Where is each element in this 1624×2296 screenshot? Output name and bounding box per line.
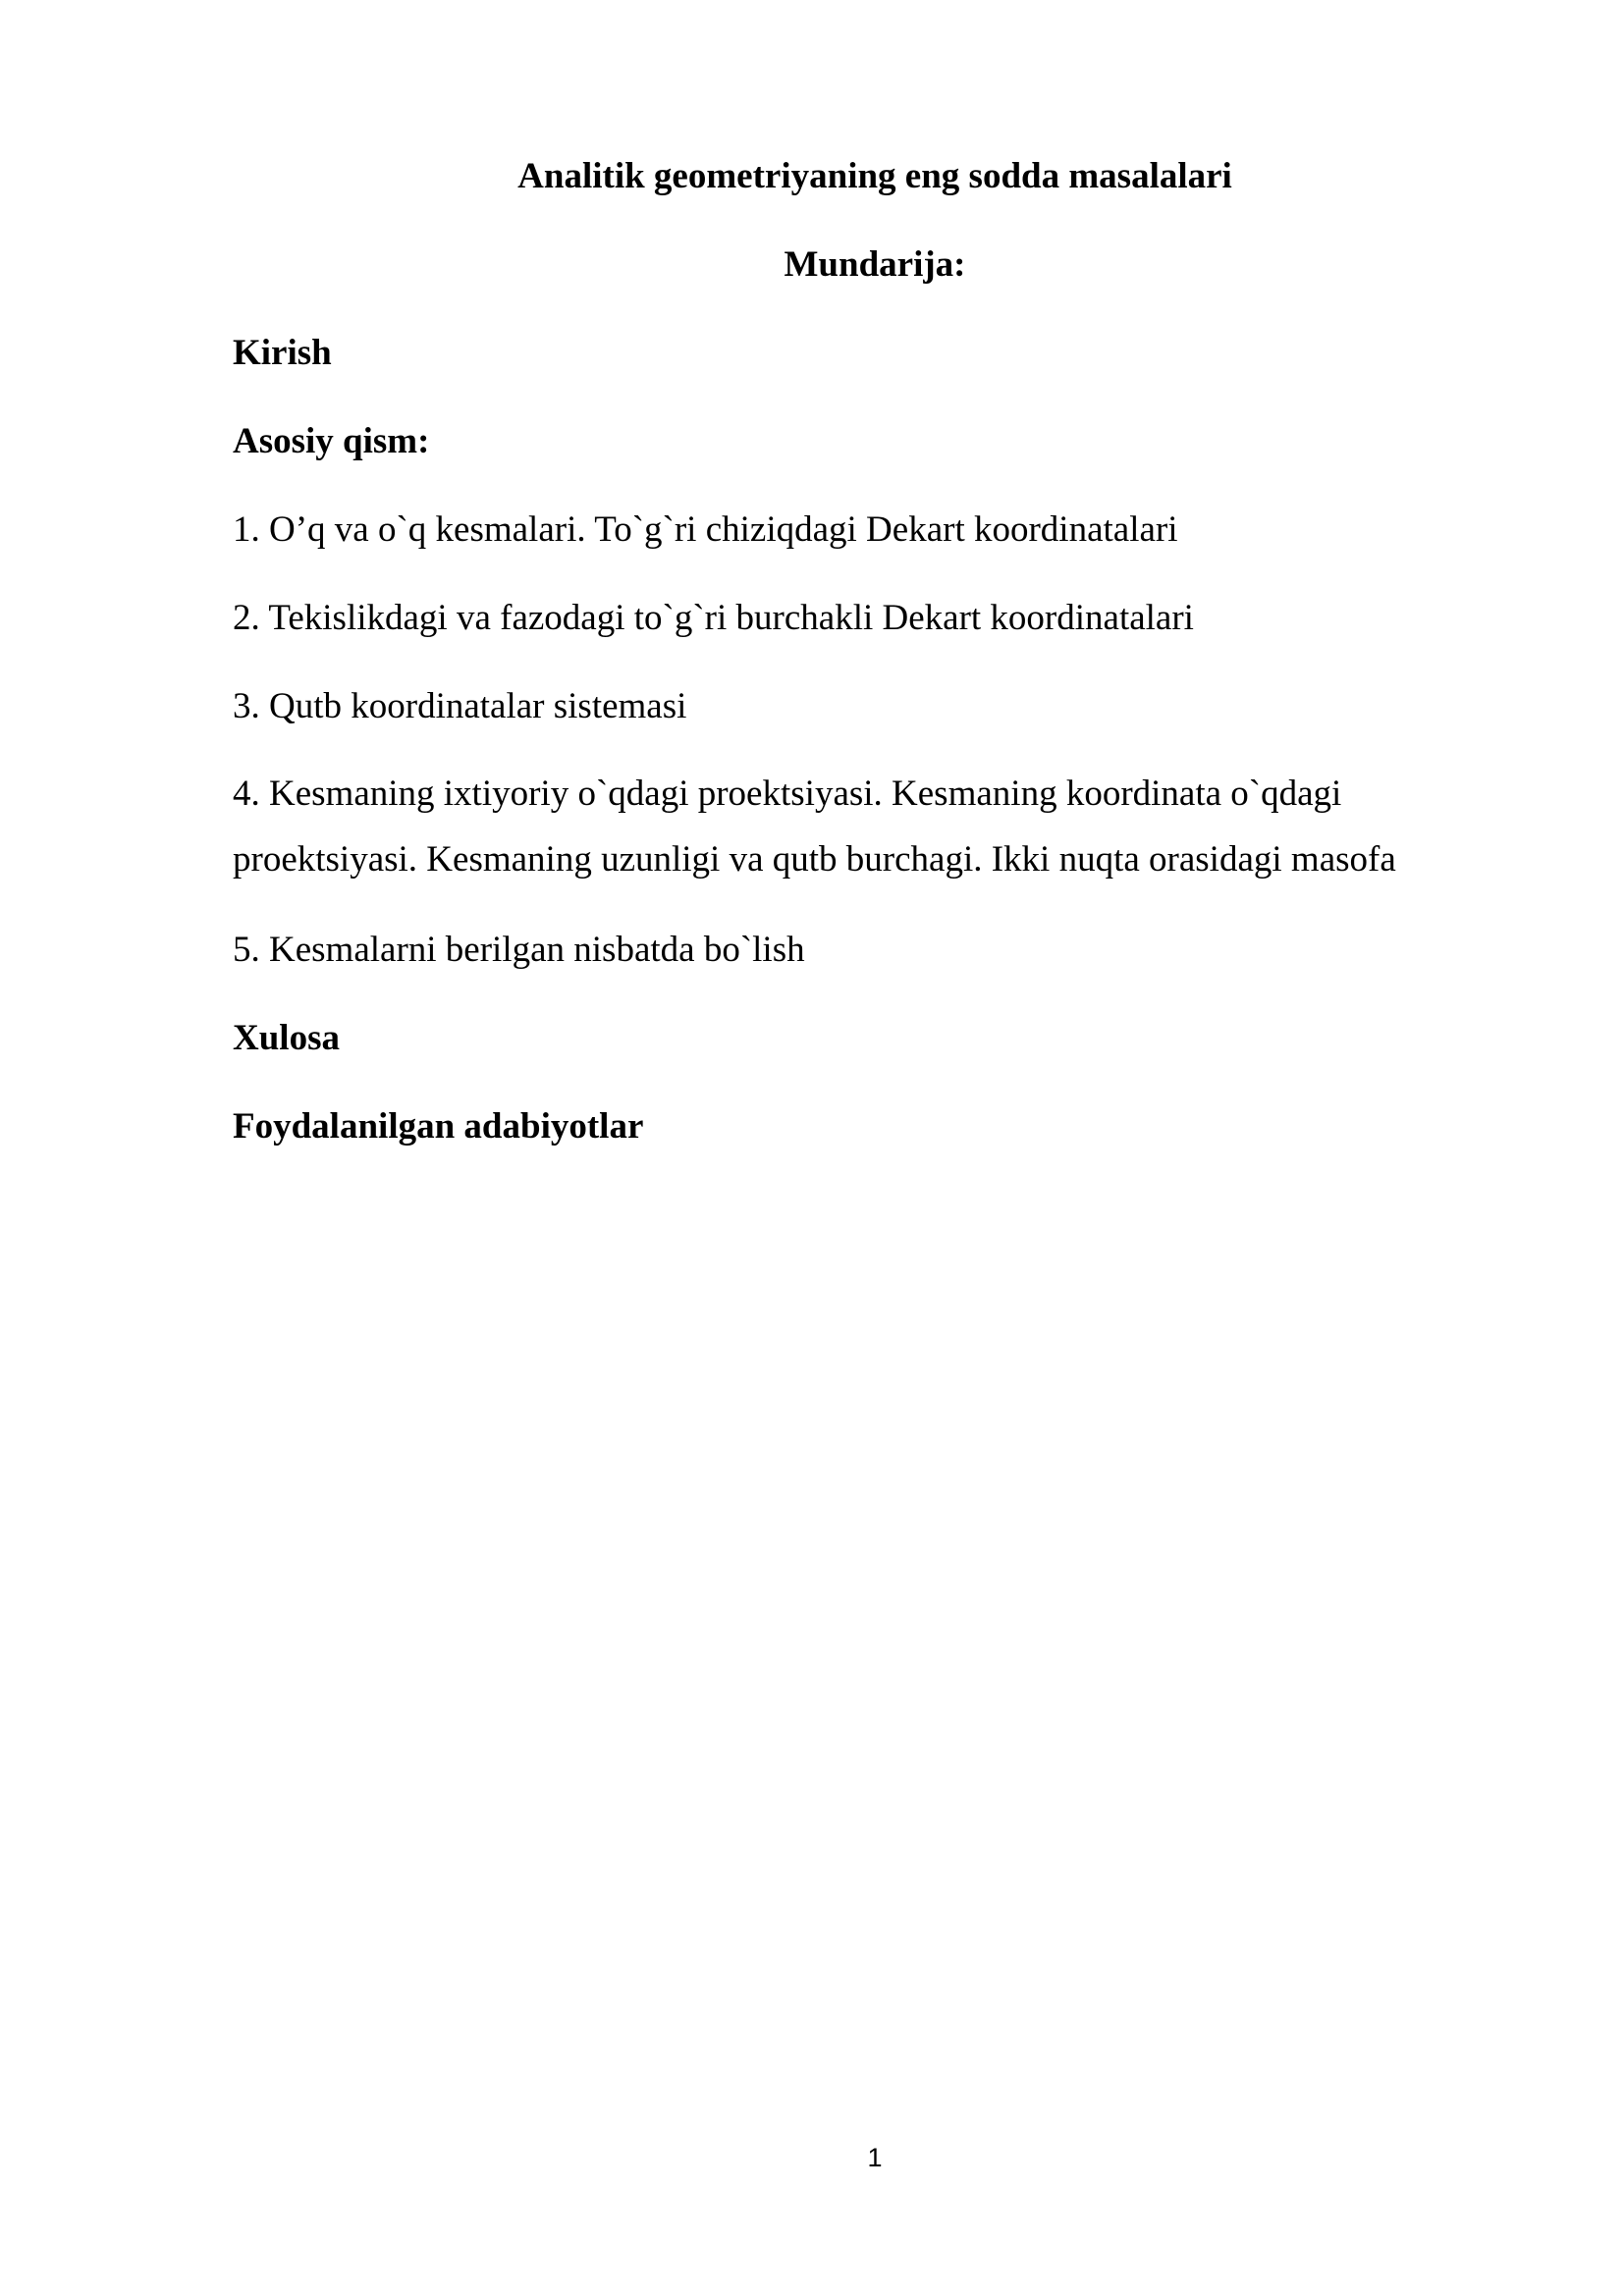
toc-item-2: 2. Tekislikdagi va fazodagi to`g`ri burchakli Dekart koordinatalari bbox=[233, 598, 1194, 638]
document-title: Analitik geometriyaning eng sodda masalalari bbox=[517, 156, 1232, 196]
toc-entry-main-part: Asosiy qism: bbox=[233, 421, 430, 461]
toc-entry-references: Foydalanilgan adabiyotlar bbox=[233, 1106, 644, 1147]
toc-entry-intro: Kirish bbox=[233, 333, 332, 373]
toc-entry-conclusion: Xulosa bbox=[233, 1018, 340, 1058]
page-number: 1 bbox=[867, 2143, 883, 2172]
toc-item-4: 4. Kesmaning ixtiyoriy o`qdagi proektsiyasi. Kesmaning koordinata o`qdagi proektsiyasi. Kesmaning uzunligi va qutb burchagi. Ikki nuqta orasidagi masofa bbox=[233, 774, 1396, 880]
toc-item-1: 1. O’q va o`q kesmalari. To`g`ri chiziqdagi Dekart koordinatalari bbox=[233, 509, 1178, 550]
toc-heading: Mundarija: bbox=[784, 244, 966, 285]
toc-item-5: 5. Kesmalarni berilgan nisbatda bo`lish bbox=[233, 930, 805, 970]
toc-item-3: 3. Qutb koordinatalar sistemasi bbox=[233, 686, 687, 726]
